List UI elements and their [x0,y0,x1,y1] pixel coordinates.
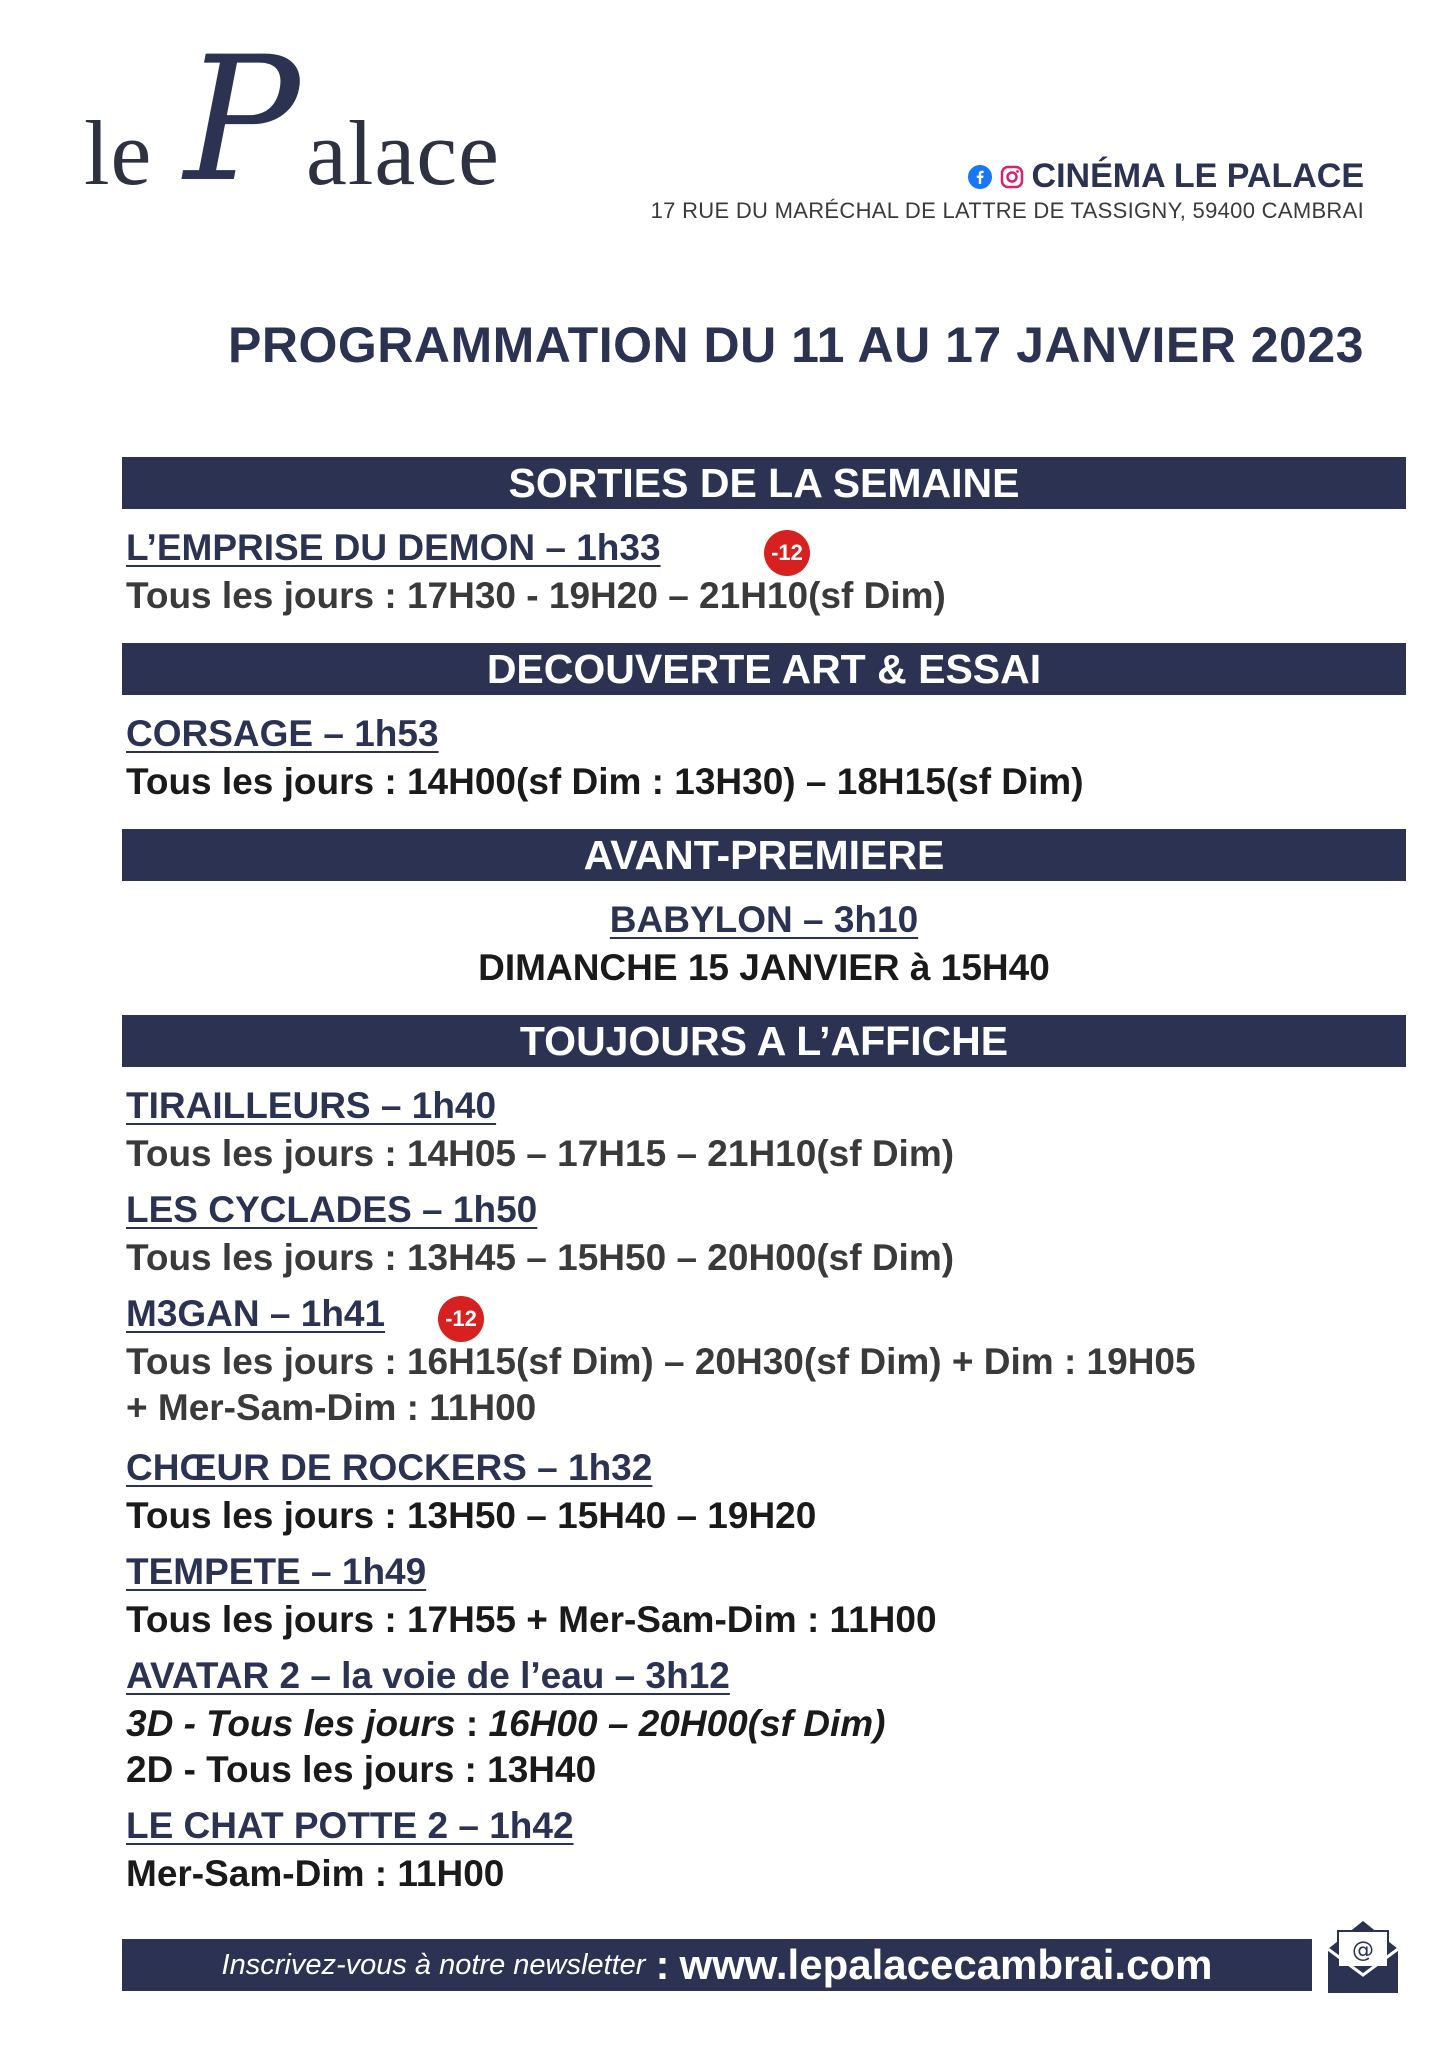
film-title-tempete[interactable]: TEMPETE – 1h49 [126,1551,427,1592]
cinema-name: CINÉMA LE PALACE [1031,157,1364,195]
cinema-logo [84,19,554,220]
film-schedule-extra: + Mer-Sam-Dim : 11H00 [126,1387,537,1428]
film-schedule-2d: 2D - Tous les jours : 13H40 [126,1749,597,1790]
film-title-tirailleurs[interactable]: TIRAILLEURS – 1h40 [126,1085,497,1126]
film-schedule: Tous les jours : 13H50 – 15H40 – 19H20 [126,1495,817,1536]
logo-word-le: le [84,102,153,204]
film-title-avatar-2[interactable]: AVATAR 2 – la voie de l’eau – 3h12 [126,1655,730,1696]
film-schedule: Tous les jours : 13H45 – 15H50 – 20H00(sf Dim) [126,1237,955,1278]
facebook-icon[interactable] [968,165,992,189]
newsletter-text: Inscrivez-vous à notre newsletter [221,1948,646,1981]
schedule-3d-label: 3D - Tous les jours [126,1703,456,1744]
section-heading-sorties: SORTIES DE LA SEMAINE [122,457,1406,509]
film-title-babylon-row [122,900,1406,941]
website-link[interactable]: www.lepalacecambrai.com [679,1941,1213,1988]
instagram-icon[interactable] [1000,165,1024,189]
age-rating-badge: -12 [764,530,810,576]
newsletter-footer [122,1939,1312,1991]
newsletter-mail-icon[interactable] [1324,1915,1402,1997]
cinema-address: 17 RUE DU MARÉCHAL DE LATTRE DE TASSIGNY, 59400 CAMBRAI [650,198,1364,223]
logo-word-alace: alace [306,102,500,204]
section-heading-avant-premiere: AVANT-PREMIERE [122,829,1406,881]
section-heading-art-essai: DECOUVERTE ART & ESSAI [122,643,1406,695]
film-schedule-3d [126,1704,885,1745]
film-schedule: Tous les jours : 17H30 - 19H20 – 21H10(sf Dim) [126,575,946,616]
schedule-3d-separator: : [455,1703,489,1744]
cinema-name-line [968,157,1364,196]
mail-at-sign: @ [1352,1938,1374,1963]
film-schedule: Tous les jours : 14H05 – 17H15 – 21H10(sf Dim) [126,1133,955,1174]
film-schedule: Mer-Sam-Dim : 11H00 [126,1853,505,1894]
film-title-emprise-du-demon[interactable]: L’EMPRISE DU DEMON – 1h33 [126,527,661,568]
film-title-le-chat-potte-2[interactable]: LE CHAT POTTE 2 – 1h42 [126,1805,574,1846]
film-title-les-cyclades[interactable]: LES CYCLADES – 1h50 [126,1189,538,1230]
film-title-corsage[interactable]: CORSAGE – 1h53 [126,713,439,754]
logo-initial-p: P [184,19,300,220]
schedule-3d-times: 16H00 – 20H00(sf Dim) [488,1703,886,1744]
film-schedule: Tous les jours : 14H00(sf Dim : 13H30) – 18H15(sf Dim) [126,761,1084,802]
newsletter-separator: : [655,1941,670,1988]
age-rating-badge: -12 [438,1296,484,1342]
film-schedule: DIMANCHE 15 JANVIER à 15H40 [478,947,1050,988]
programme-title: PROGRAMMATION DU 11 AU 17 JANVIER 2023 [228,317,1364,373]
film-schedule: Tous les jours : 16H15(sf Dim) – 20H30(sf Dim) + Dim : 19H05 [126,1341,1196,1382]
section-heading-affiche: TOUJOURS A L’AFFICHE [122,1015,1406,1067]
film-schedule: Tous les jours : 17H55 + Mer-Sam-Dim : 11H00 [126,1599,937,1640]
film-title-m3gan[interactable]: M3GAN – 1h41 [126,1293,386,1334]
film-title-babylon[interactable]: BABYLON – 3h10 [609,899,919,940]
film-title-choeur-de-rockers[interactable]: CHŒUR DE ROCKERS – 1h32 [126,1447,653,1488]
